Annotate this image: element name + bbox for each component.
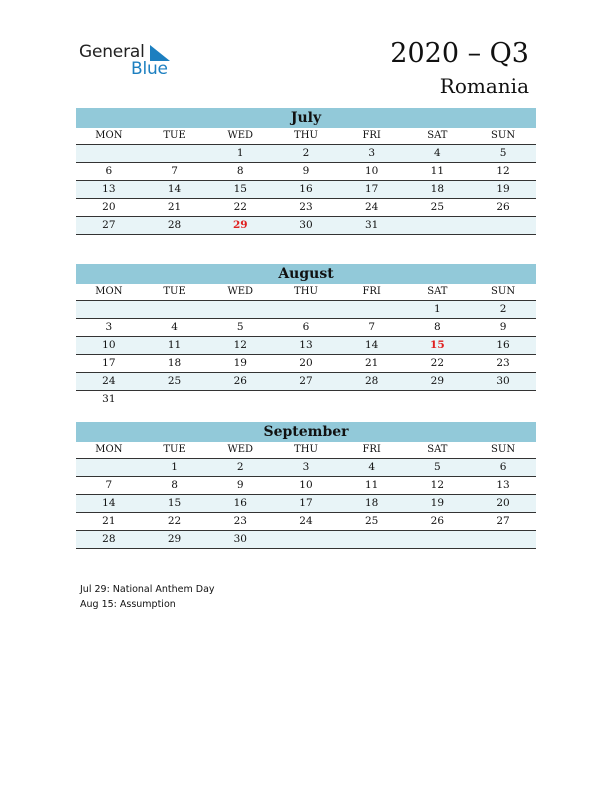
month-calendar-august <box>76 264 536 408</box>
day-cell: 9 <box>302 165 310 177</box>
weekday-label: SUN <box>491 130 516 141</box>
week-row <box>76 495 536 513</box>
day-cell: 1 <box>434 303 441 315</box>
day-cell: 24 <box>364 201 379 213</box>
day-cell: 7 <box>105 479 113 491</box>
day-cell: 4 <box>368 461 375 473</box>
weekday-label: SUN <box>491 286 516 297</box>
week-row <box>76 301 536 319</box>
weekday-label: WED <box>227 130 254 141</box>
day-cell: 28 <box>364 375 379 387</box>
day-cell: 19 <box>430 497 445 509</box>
day-cell: 28 <box>167 219 182 231</box>
day-cell: 17 <box>364 183 379 195</box>
day-cell: 24 <box>299 515 313 527</box>
holiday-notes <box>80 582 215 612</box>
day-cell: 21 <box>364 357 379 369</box>
day-cell: 25 <box>430 201 445 213</box>
month-title: August <box>76 264 536 284</box>
day-cell: 19 <box>233 357 247 369</box>
day-cell: 2 <box>499 303 507 315</box>
day-cell: 16 <box>299 183 313 195</box>
month-title: September <box>76 422 536 442</box>
day-cell: 17 <box>299 497 313 509</box>
day-cell: 13 <box>299 339 313 351</box>
weekday-label: SUN <box>491 444 516 455</box>
day-cell: 9 <box>499 321 507 333</box>
day-cell: 8 <box>171 479 178 491</box>
day-cell: 18 <box>364 497 379 509</box>
holiday-day-cell: 29 <box>232 219 248 231</box>
day-cell: 2 <box>236 461 244 473</box>
week-row <box>76 391 536 408</box>
weekday-header-row <box>76 442 536 459</box>
day-cell: 26 <box>233 375 247 387</box>
week-row <box>76 199 536 217</box>
empty-day-cell <box>207 391 273 408</box>
day-cell: 31 <box>364 219 379 231</box>
empty-day-cell <box>405 217 471 234</box>
day-cell: 11 <box>167 339 182 351</box>
day-cell: 6 <box>499 461 507 473</box>
weekday-label: SAT <box>427 444 448 455</box>
weekday-label: TUE <box>163 444 186 455</box>
weekday-label: FRI <box>362 130 381 141</box>
day-cell: 23 <box>233 515 247 527</box>
week-row <box>76 163 536 181</box>
weekday-label: THU <box>294 130 318 141</box>
day-cell: 25 <box>167 375 182 387</box>
empty-day-cell <box>76 301 142 318</box>
weekday-header-row <box>76 128 536 145</box>
day-cell: 12 <box>430 479 445 491</box>
day-cell: 6 <box>302 321 310 333</box>
empty-day-cell <box>142 391 208 408</box>
week-row <box>76 373 536 391</box>
empty-day-cell <box>405 531 471 548</box>
weekday-label: TUE <box>163 286 186 297</box>
week-row <box>76 477 536 495</box>
weekday-label: SAT <box>427 286 448 297</box>
logo <box>79 42 179 80</box>
day-cell: 14 <box>102 497 116 509</box>
holiday-day-cell: 15 <box>430 339 445 351</box>
day-cell: 26 <box>496 201 510 213</box>
day-cell: 4 <box>171 321 178 333</box>
day-cell: 4 <box>434 147 441 159</box>
day-cell: 3 <box>105 321 113 333</box>
day-cell: 21 <box>102 515 116 527</box>
month-calendar-july <box>76 108 536 235</box>
country-name: Romania <box>439 74 529 98</box>
day-cell: 25 <box>364 515 379 527</box>
day-cell: 1 <box>171 461 178 473</box>
weekday-label: FRI <box>362 286 381 297</box>
day-cell: 10 <box>102 339 116 351</box>
day-cell: 19 <box>496 183 510 195</box>
empty-day-cell <box>273 531 339 548</box>
day-cell: 12 <box>233 339 247 351</box>
day-cell: 30 <box>496 375 510 387</box>
day-cell: 28 <box>102 533 116 545</box>
week-row <box>76 145 536 163</box>
day-cell: 27 <box>299 375 313 387</box>
day-cell: 1 <box>236 147 244 159</box>
day-cell: 30 <box>233 533 247 545</box>
weekday-header-row <box>76 284 536 301</box>
day-cell: 29 <box>167 533 182 545</box>
holiday-note: Aug 15: Assumption <box>80 599 176 610</box>
empty-day-cell <box>273 301 339 318</box>
day-cell: 26 <box>430 515 445 527</box>
page-title: 2020 – Q3 <box>390 38 529 69</box>
weekday-label: WED <box>227 286 254 297</box>
week-row <box>76 181 536 199</box>
empty-day-cell <box>207 301 273 318</box>
day-cell: 18 <box>167 357 182 369</box>
day-cell: 11 <box>430 165 445 177</box>
day-cell: 21 <box>167 201 182 213</box>
empty-day-cell <box>470 531 536 548</box>
day-cell: 9 <box>236 479 244 491</box>
empty-day-cell <box>470 391 536 408</box>
day-cell: 16 <box>233 497 247 509</box>
day-cell: 24 <box>102 375 116 387</box>
week-row <box>76 513 536 531</box>
day-cell: 20 <box>102 201 116 213</box>
weekday-label: FRI <box>362 444 381 455</box>
day-cell: 22 <box>167 515 182 527</box>
week-row <box>76 459 536 477</box>
week-row <box>76 355 536 373</box>
day-cell: 5 <box>499 147 507 159</box>
empty-day-cell <box>142 145 208 162</box>
empty-day-cell <box>405 391 471 408</box>
day-cell: 23 <box>496 357 510 369</box>
week-row <box>76 337 536 355</box>
weekday-label: MON <box>95 130 123 141</box>
day-cell: 7 <box>171 165 178 177</box>
logo-text-blue: Blue <box>131 59 168 79</box>
day-cell: 27 <box>102 219 116 231</box>
day-cell: 20 <box>496 497 510 509</box>
day-cell: 27 <box>496 515 510 527</box>
day-cell: 5 <box>236 321 244 333</box>
empty-day-cell <box>76 145 142 162</box>
day-cell: 3 <box>368 147 375 159</box>
empty-day-cell <box>142 301 208 318</box>
day-cell: 8 <box>434 321 441 333</box>
empty-day-cell <box>339 391 405 408</box>
day-cell: 22 <box>233 201 247 213</box>
weekday-label: MON <box>95 286 123 297</box>
day-cell: 6 <box>105 165 113 177</box>
day-cell: 15 <box>233 183 247 195</box>
week-row <box>76 319 536 337</box>
day-cell: 14 <box>167 183 182 195</box>
day-cell: 5 <box>434 461 441 473</box>
day-cell: 13 <box>102 183 116 195</box>
day-cell: 8 <box>236 165 244 177</box>
day-cell: 30 <box>299 219 313 231</box>
day-cell: 18 <box>430 183 445 195</box>
day-cell: 2 <box>302 147 310 159</box>
weekday-label: THU <box>294 286 318 297</box>
empty-day-cell <box>339 301 405 318</box>
day-cell: 29 <box>430 375 445 387</box>
day-cell: 10 <box>364 165 379 177</box>
week-row <box>76 217 536 235</box>
day-cell: 22 <box>430 357 445 369</box>
holiday-note: Jul 29: National Anthem Day <box>80 584 215 595</box>
day-cell: 14 <box>364 339 379 351</box>
week-row <box>76 531 536 549</box>
empty-day-cell <box>339 531 405 548</box>
empty-day-cell <box>76 459 142 476</box>
weekday-label: THU <box>294 444 318 455</box>
day-cell: 13 <box>496 479 510 491</box>
day-cell: 20 <box>299 357 313 369</box>
weekday-label: MON <box>95 444 123 455</box>
day-cell: 7 <box>368 321 375 333</box>
empty-day-cell <box>470 217 536 234</box>
day-cell: 17 <box>102 357 116 369</box>
day-cell: 12 <box>496 165 510 177</box>
day-cell: 10 <box>299 479 313 491</box>
weekday-label: WED <box>227 444 254 455</box>
day-cell: 15 <box>167 497 182 509</box>
day-cell: 31 <box>102 393 116 405</box>
logo-text-general: General <box>79 42 145 62</box>
weekday-label: TUE <box>163 130 186 141</box>
month-title: July <box>76 108 536 128</box>
month-calendar-september <box>76 422 536 549</box>
day-cell: 23 <box>299 201 313 213</box>
empty-day-cell <box>273 391 339 408</box>
day-cell: 11 <box>364 479 379 491</box>
day-cell: 16 <box>496 339 510 351</box>
weekday-label: SAT <box>427 130 448 141</box>
day-cell: 3 <box>302 461 310 473</box>
